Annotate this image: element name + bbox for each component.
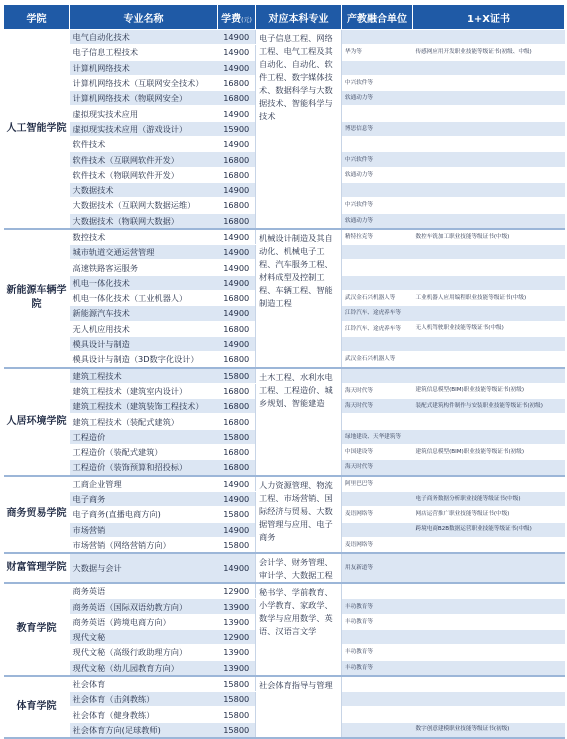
tuition-fee: 14900 xyxy=(218,491,256,506)
tuition-fee: 16800 xyxy=(218,445,256,460)
tuition-fee: 16800 xyxy=(218,198,256,213)
partner-unit xyxy=(342,368,413,384)
tuition-fee: 15800 xyxy=(218,676,256,692)
certificate: 传感网应用开发职业技能等级证书(初级、中级) xyxy=(413,45,565,60)
certificate xyxy=(413,121,565,136)
major-name: 大数据与会计 xyxy=(70,553,218,583)
major-name: 模具设计与制造（3D数字化设计） xyxy=(70,352,218,368)
major-name: 大数据技术（互联网大数据运维） xyxy=(70,198,218,213)
certificate xyxy=(413,245,565,260)
partner-unit: 中兴软件等 xyxy=(342,198,413,213)
partner-unit xyxy=(342,583,413,599)
partner-unit: 绿地建设、天华建筑等 xyxy=(342,429,413,444)
major-name: 建筑工程技术 xyxy=(70,368,218,384)
partner-unit: 丰功教育等 xyxy=(342,645,413,660)
major-name: 机电一体化技术（工业机器人） xyxy=(70,291,218,306)
certificate: 装配式建筑构件制作与安装职业技能等级证书(初级) xyxy=(413,399,565,414)
partner-unit xyxy=(342,522,413,537)
bachelor-majors: 会计学、财务管理、审计学、大数据工程 xyxy=(256,553,342,583)
tuition-fee: 16800 xyxy=(218,321,256,336)
partner-unit: 软通动力等 xyxy=(342,91,413,106)
major-name: 商务英语（跨境电商方向） xyxy=(70,614,218,629)
bachelor-majors: 机械设计制造及其自动化、机械电子工程、汽车服务工程、材料成型及控制工程、车辆工程、智能制造工程 xyxy=(256,229,342,368)
tuition-fee: 16800 xyxy=(218,75,256,90)
tuition-fee: 14900 xyxy=(218,476,256,492)
certificate xyxy=(413,429,565,444)
table-row xyxy=(4,30,565,45)
major-name: 社会体育方向(足球教师) xyxy=(70,722,218,738)
tuition-fee: 15800 xyxy=(218,722,256,738)
tuition-fee: 16800 xyxy=(218,213,256,229)
certificate xyxy=(413,537,565,553)
header-cert: 1+X证书 xyxy=(413,5,565,30)
partner-unit: 武汉金石兴机器人等 xyxy=(342,352,413,368)
partner-unit xyxy=(342,692,413,707)
college-name: 财富管理学院 xyxy=(4,553,70,583)
major-name: 虚拟现实技术应用 xyxy=(70,106,218,121)
tuition-fee: 14900 xyxy=(218,137,256,152)
tuition-fee: 15900 xyxy=(218,121,256,136)
major-name: 现代文秘（高级行政助理方向） xyxy=(70,645,218,660)
tuition-fee: 16800 xyxy=(218,460,256,476)
major-name: 大数据技术 xyxy=(70,182,218,197)
tuition-fee: 14900 xyxy=(218,553,256,583)
certificate: 无人机驾驶职业技能等级证书(中级) xyxy=(413,321,565,336)
partner-unit: 博思信息等 xyxy=(342,121,413,136)
bachelor-majors: 人力资源管理、物流工程、市场营销、国际经济与贸易、大数据管理与应用、电子商务 xyxy=(256,476,342,553)
certificate xyxy=(413,614,565,629)
tuition-fee: 16800 xyxy=(218,399,256,414)
partner-unit: 江铃汽车、途虎养车等 xyxy=(342,306,413,321)
certificate xyxy=(413,106,565,121)
table-body xyxy=(4,30,565,739)
partner-unit xyxy=(342,60,413,75)
partner-unit xyxy=(342,676,413,692)
major-name: 电子信息工程技术 xyxy=(70,45,218,60)
major-name: 工商企业管理 xyxy=(70,476,218,492)
certificate xyxy=(413,152,565,167)
partner-unit xyxy=(342,336,413,351)
partner-unit xyxy=(342,707,413,722)
certificate xyxy=(413,306,565,321)
tuition-fee: 12900 xyxy=(218,629,256,644)
tuition-fee: 16800 xyxy=(218,291,256,306)
major-name: 模具设计与制造 xyxy=(70,336,218,351)
college-name: 体育学院 xyxy=(4,676,70,738)
tuition-fee: 13900 xyxy=(218,660,256,676)
major-name: 电气自动化技术 xyxy=(70,30,218,45)
partner-unit xyxy=(342,30,413,45)
major-name: 软件技术（物联网软件开发） xyxy=(70,167,218,182)
partner-unit: 武汉金石兴机器人等 xyxy=(342,291,413,306)
partner-unit xyxy=(342,106,413,121)
certificate xyxy=(413,275,565,290)
college-name: 人居环境学院 xyxy=(4,368,70,476)
tuition-fee: 13900 xyxy=(218,614,256,629)
major-name: 计算机网络技术 xyxy=(70,60,218,75)
major-name: 现代文秘（幼儿园教育方向） xyxy=(70,660,218,676)
major-name: 商务英语 xyxy=(70,583,218,599)
certificate xyxy=(413,368,565,384)
tuition-fee: 15800 xyxy=(218,537,256,553)
table-row xyxy=(4,229,565,245)
major-name: 城市轨道交通运营管理 xyxy=(70,245,218,260)
certificate xyxy=(413,707,565,722)
tuition-fee: 14900 xyxy=(218,260,256,275)
certificate xyxy=(413,660,565,676)
certificate xyxy=(413,91,565,106)
major-name: 建筑工程技术（装配式建筑） xyxy=(70,414,218,429)
partner-unit xyxy=(342,275,413,290)
major-name: 商务英语（国际双语幼教方向） xyxy=(70,599,218,614)
partner-unit xyxy=(342,182,413,197)
header-bachelor: 对应本科专业 xyxy=(256,5,342,30)
certificate xyxy=(413,553,565,583)
major-name: 建筑工程技术（建筑装饰工程技术） xyxy=(70,399,218,414)
certificate xyxy=(413,676,565,692)
certificate xyxy=(413,137,565,152)
certificate xyxy=(413,336,565,351)
major-name: 计算机网络技术（物联网安全） xyxy=(70,91,218,106)
tuition-fee: 14900 xyxy=(218,182,256,197)
bachelor-majors: 秘书学、学前教育、小学教育、家政学、数学与应用数学、英语、汉语言文学 xyxy=(256,583,342,676)
partner-unit: 中兴软件等 xyxy=(342,152,413,167)
tuition-fee: 14900 xyxy=(218,275,256,290)
certificate xyxy=(413,460,565,476)
partner-unit: 江铃汽车、途虎养车等 xyxy=(342,321,413,336)
partner-unit: 软通动力等 xyxy=(342,167,413,182)
major-name: 软件技术（互联网软件开发） xyxy=(70,152,218,167)
tuition-fee: 14900 xyxy=(218,522,256,537)
tuition-fee: 16800 xyxy=(218,352,256,368)
major-name: 计算机网络技术（互联网安全技术） xyxy=(70,75,218,90)
partner-unit: 海天时代等 xyxy=(342,399,413,414)
tuition-fee: 14900 xyxy=(218,45,256,60)
table-row xyxy=(4,476,565,492)
partner-unit: 丰功教育等 xyxy=(342,599,413,614)
tuition-fee: 16800 xyxy=(218,91,256,106)
table-row xyxy=(4,676,565,692)
tuition-fee: 15800 xyxy=(218,429,256,444)
certificate xyxy=(413,476,565,492)
partner-unit: 麦语网络等 xyxy=(342,507,413,522)
majors-table xyxy=(3,4,565,739)
partner-unit: 麦语网络等 xyxy=(342,537,413,553)
college-name: 教育学院 xyxy=(4,583,70,676)
major-name: 社会体育（击剑教练） xyxy=(70,692,218,707)
partner-unit xyxy=(342,414,413,429)
college-name: 人工智能学院 xyxy=(4,30,70,229)
tuition-fee: 16800 xyxy=(218,414,256,429)
tuition-fee: 14900 xyxy=(218,306,256,321)
certificate xyxy=(413,167,565,182)
certificate: 建筑信息模型(BIM)职业技能等级证书(初级) xyxy=(413,445,565,460)
tuition-fee: 13900 xyxy=(218,599,256,614)
major-name: 电子商务(直播电商方向) xyxy=(70,507,218,522)
certificate xyxy=(413,692,565,707)
partner-unit xyxy=(342,722,413,738)
tuition-fee: 14900 xyxy=(218,106,256,121)
major-name: 数控技术 xyxy=(70,229,218,245)
major-name: 机电一体化技术 xyxy=(70,275,218,290)
partner-unit: 中兴软件等 xyxy=(342,75,413,90)
major-name: 工程造价（装饰预算和招投标） xyxy=(70,460,218,476)
major-name: 市场营销 xyxy=(70,522,218,537)
certificate xyxy=(413,352,565,368)
bachelor-majors: 土木工程、水利水电工程、工程造价、城乡规划、智能建造 xyxy=(256,368,342,476)
college-name: 商务贸易学院 xyxy=(4,476,70,553)
major-name: 社会体育（健身教练） xyxy=(70,707,218,722)
certificate xyxy=(413,60,565,75)
major-name: 建筑工程技术（建筑室内设计） xyxy=(70,383,218,398)
partner-unit: 华为等 xyxy=(342,45,413,60)
header-fee: 学费(元) xyxy=(218,5,256,30)
partner-unit: 用友新道等 xyxy=(342,553,413,583)
tuition-fee: 15800 xyxy=(218,707,256,722)
tuition-fee: 14900 xyxy=(218,336,256,351)
major-name: 软件技术 xyxy=(70,137,218,152)
partner-unit: 精特拉克等 xyxy=(342,229,413,245)
partner-unit: 软通动力等 xyxy=(342,213,413,229)
major-name: 市场营销（网络营销方向） xyxy=(70,537,218,553)
partner-unit xyxy=(342,260,413,275)
bachelor-majors: 社会体育指导与管理 xyxy=(256,676,342,738)
header-partner: 产教融合单位 xyxy=(342,5,413,30)
tuition-fee: 16800 xyxy=(218,383,256,398)
major-name: 高速铁路客运服务 xyxy=(70,260,218,275)
tuition-fee: 15800 xyxy=(218,507,256,522)
certificate xyxy=(413,260,565,275)
certificate xyxy=(413,414,565,429)
table-row xyxy=(4,368,565,384)
certificate xyxy=(413,629,565,644)
certificate: 建筑信息模型(BIM)职业技能等级证书(初级) xyxy=(413,383,565,398)
tuition-fee: 12900 xyxy=(218,583,256,599)
partner-unit xyxy=(342,245,413,260)
certificate: 数字创意建模职业技能等级证书(初级) xyxy=(413,722,565,738)
major-name: 新能源汽车技术 xyxy=(70,306,218,321)
partner-unit: 丰功教育等 xyxy=(342,614,413,629)
major-name: 现代文秘 xyxy=(70,629,218,644)
tuition-fee: 14900 xyxy=(218,229,256,245)
certificate xyxy=(413,213,565,229)
tuition-fee: 15800 xyxy=(218,692,256,707)
partner-unit: 中国建设等 xyxy=(342,445,413,460)
tuition-fee: 15800 xyxy=(218,368,256,384)
partner-unit xyxy=(342,629,413,644)
major-name: 工程造价（装配式建筑） xyxy=(70,445,218,460)
partner-unit xyxy=(342,491,413,506)
partner-unit xyxy=(342,137,413,152)
certificate: 电子商务数据分析职业技能等级证书(中级) xyxy=(413,491,565,506)
certificate xyxy=(413,198,565,213)
college-name: 新能源车辆学院 xyxy=(4,229,70,368)
tuition-fee: 14900 xyxy=(218,30,256,45)
tuition-table-page xyxy=(3,4,564,739)
major-name: 大数据技术（物联网大数据） xyxy=(70,213,218,229)
certificate xyxy=(413,182,565,197)
table-row xyxy=(4,583,565,599)
partner-unit: 海天时代等 xyxy=(342,460,413,476)
bachelor-majors: 电子信息工程、网络工程、电气工程及其自动化、自动化、软件工程、数字媒体技术、数据科学与大数据技术、智能科学与技术 xyxy=(256,30,342,229)
partner-unit: 海天时代等 xyxy=(342,383,413,398)
certificate xyxy=(413,583,565,599)
tuition-fee: 16800 xyxy=(218,167,256,182)
certificate xyxy=(413,30,565,45)
certificate: 工业机器人应用编程职业技能等级证书(中级) xyxy=(413,291,565,306)
header-major: 专业名称 xyxy=(70,5,218,30)
certificate xyxy=(413,599,565,614)
certificate xyxy=(413,645,565,660)
table-header-row xyxy=(4,5,565,30)
certificate xyxy=(413,75,565,90)
tuition-fee: 16800 xyxy=(218,152,256,167)
tuition-fee: 14900 xyxy=(218,60,256,75)
major-name: 无人机应用技术 xyxy=(70,321,218,336)
major-name: 工程造价 xyxy=(70,429,218,444)
tuition-fee: 13900 xyxy=(218,645,256,660)
major-name: 虚拟现实技术应用（游戏设计） xyxy=(70,121,218,136)
partner-unit: 阿里巴巴等 xyxy=(342,476,413,492)
certificate: 跨境电商B2B数据运营职业技能等级证书(中级) xyxy=(413,522,565,537)
major-name: 电子商务 xyxy=(70,491,218,506)
certificate: 网店运营推广职业技能等级证书(中级) xyxy=(413,507,565,522)
table-row xyxy=(4,553,565,583)
major-name: 社会体育 xyxy=(70,676,218,692)
partner-unit: 丰功教育等 xyxy=(342,660,413,676)
tuition-fee: 14900 xyxy=(218,245,256,260)
certificate: 数控车铣加工职业技能等级证书(中级) xyxy=(413,229,565,245)
header-college: 学院 xyxy=(4,5,70,30)
